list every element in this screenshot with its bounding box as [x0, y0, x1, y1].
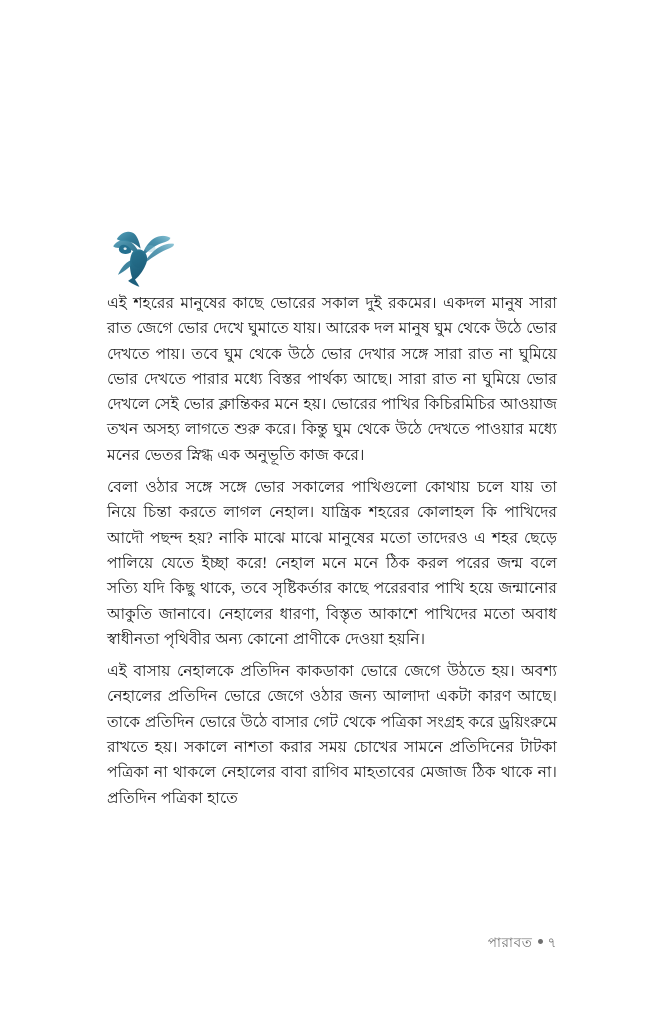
flying-bird-icon: [107, 226, 179, 288]
footer-dot-icon: [538, 939, 543, 944]
paragraph-3: এই বাসায় নেহালকে প্রতিদিন কাকডাকা ভোরে জেগে উঠতে হয়। অবশ্য নেহালের প্রতিদিন ভোরে জেগে ওঠার জন্য আলাদা একটা কারণ আছে। তাকে প্রতিদিন ভোরে উঠে বাসার গেট থেকে পত্রিকা সংগ্রহ করে ড্রয়িংরুমে রাখতে হয়। সকালে নাশতা করার সময় চোখের সামনে প্রতিদিনের টাটকা পত্রিকা না থাকলে নেহালের বাবা রাগিব মাহতাবের মেজাজ ঠিক থাকে না। প্রতিদিন পত্রিকা হাতে: [107, 663, 557, 807]
body-text-block: [107, 291, 557, 818]
footer-page-number: ৭: [547, 934, 557, 950]
paragraph-2: বেলা ওঠার সঙ্গে সঙ্গে ভোর সকালের পাখিগুলো কোথায় চলে যায় তা নিয়ে চিন্তা করতে লাগল নেহাল। যান্ত্রিক শহরের কোলাহল কি পাখিদের আদৌ পছন্দ হয়? নাকি মাঝে মাঝে মানুষের মতো তাদেরও এ শহর ছেড়ে পালিয়ে যেতে ইচ্ছা করে! নেহাল মনে মনে ঠিক করল পরের জন্ম বলে সত্যি যদি কিছু থাকে, তবে সৃষ্টিকর্তার কাছে পরেরবার পাখি হয়ে জন্মানোর আকুতি জানাবে। নেহালের ধারণা, বিস্তৃত আকাশে পাখিদের মতো অবাধ স্বাধীনতা পৃথিবীর অন্য কোনো প্রাণীকে দেওয়া হয়নি।: [107, 479, 557, 648]
footer-book-title: পারাবত: [487, 934, 533, 950]
paragraph-1: এই শহরের মানুষের কাছে ভোরের সকাল দুই রকমের। একদল মানুষ সারা রাত জেগে ভোর দেখে ঘুমাতে যায়। আরেক দল মানুষ ঘুম থেকে উঠে ভোর দেখতে পায়। তবে ঘুম থেকে উঠে ভোর দেখার সঙ্গে সারা রাত না ঘুমিয়ে ভোর দেখতে পারার মধ্যে বিস্তর পার্থক্য আছে। সারা রাত না ঘুমিয়ে ভোর দেখলে সেই ভোর ক্লান্তিকর মনে হয়। ভোরের পাখির কিচিরমিচির আওয়াজ তখন অসহ্য লাগতে শুরু করে। কিন্তু ঘুম থেকে উঠে দেখতে পাওয়ার মধ্যে মনের ভেতর স্নিগ্ধ এক অনুভূতি কাজ করে।: [107, 295, 557, 464]
page-footer: [0, 932, 557, 953]
